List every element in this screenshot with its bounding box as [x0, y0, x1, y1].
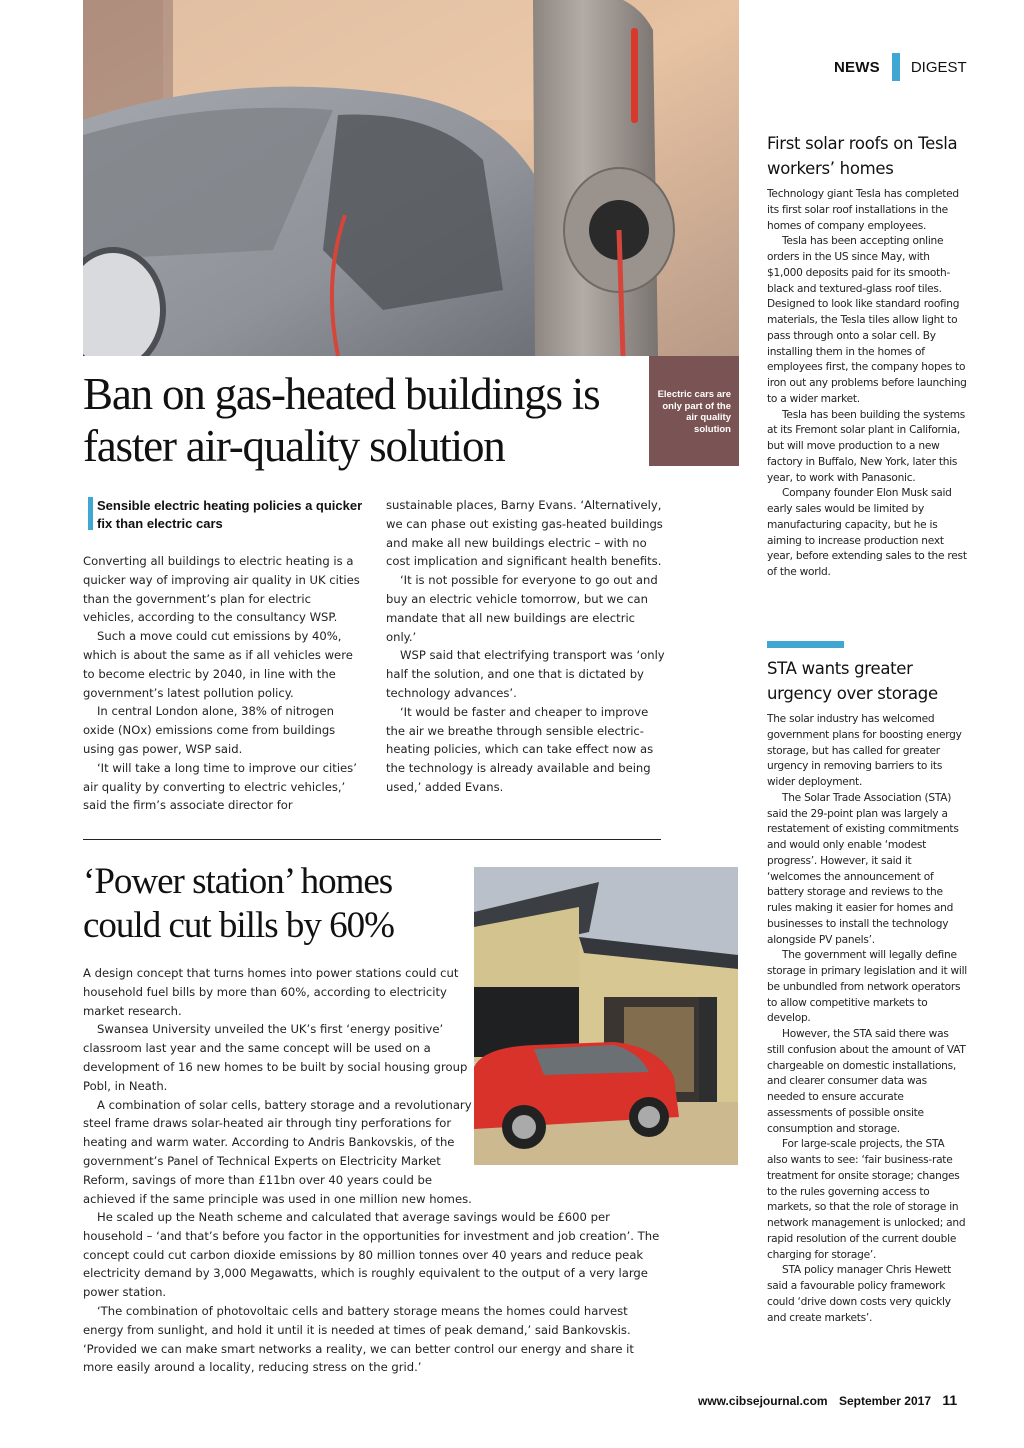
paragraph: Tesla has been accepting online orders in the US since May, with $1,000 deposits paid for its smooth-black and textured-glass roof tiles. Designed to look like standard roofing materials, the Tesla tiles allow light to pass through onto a solar cell. By installing them in the homes of employees first, the company hopes to iron out any problems before launching to a wider market.: [767, 235, 967, 405]
sidebar-body: [767, 187, 967, 581]
page-number: 11: [942, 1392, 958, 1408]
sidebar-headline: STA wants greater urgency over storage: [767, 659, 938, 703]
second-story-column-narrow: [83, 964, 473, 1208]
photo-caption-box: [649, 356, 739, 466]
paragraph: ‘It is not possible for everyone to go out and buy an electric vehicle tomorrow, but we can mandate that all new buildings are electric only.’: [386, 573, 658, 644]
subsection-label: DIGEST: [910, 58, 967, 76]
paragraph: ‘It will take a long time to improve our cities’ air quality by converting to electric vehicles,’ said the firm’s associate director for: [83, 760, 357, 813]
page-footer: [698, 1392, 965, 1408]
paragraph: A design concept that turns homes into power stations could cut household fuel bills by more than 60%, according to electricity market research.: [83, 966, 459, 1018]
sidebar-body: [767, 712, 967, 1326]
standfirst-accent-bar: [88, 497, 93, 530]
second-story-column-wide: [83, 1208, 663, 1377]
paragraph: In central London alone, 38% of nitrogen oxide (NOx) emissions come from buildings using gas power, WSP said.: [83, 704, 336, 756]
ev-charging-photo-icon: [83, 0, 739, 356]
paragraph: ‘The combination of photovoltaic cells and battery storage means the homes could harvest energy from sunlight, and hold it until it is needed at times of peak demand,’ said Bankovskis. ‘Provided we can make smart networks a reality, we can better control our energy and share it more easily around a locality, reducing stress on the grid.’: [83, 1303, 634, 1375]
paragraph: For large-scale projects, the STA also wants to see: ‘fair business-rate treatment for onsite storage; changes to the rules governing access to markets, so that the role of storage in network management is unlocked; and rapid resolution of the current double charging for storage’.: [767, 1138, 966, 1261]
paragraph: STA policy manager Chris Hewett said a favourable policy framework could ‘drive down costs very quickly and create markets’.: [767, 1264, 952, 1324]
sidebar-story-tesla: [767, 131, 967, 581]
paragraph: The government will legally define storage in primary legislation and it will be unbundled from network operators to allow competitive markets to develop.: [767, 949, 967, 1025]
paragraph: ‘It would be faster and cheaper to improve the air we breathe through sensible electric-heating policies, which can take effect now as the technology is already available and being used,’ added Evans.: [386, 704, 654, 794]
sidebar-headline: First solar roofs on Tesla workers’ homes: [767, 134, 958, 178]
footer-issue: September 2017: [838, 1394, 931, 1408]
story-divider: [83, 839, 661, 840]
paragraph: However, the STA said there was still confusion about the amount of VAT chargeable on domestic installations, and clearer consumer data was needed to ensure accurate assessments of possible onsite consumption and storage.: [767, 1028, 966, 1135]
section-divider-bar: [892, 53, 900, 81]
main-story-column-2: [386, 496, 666, 797]
main-story-column-1: [83, 552, 365, 815]
second-headline: ‘Power station’ homes could cut bills by 60%: [83, 861, 394, 946]
standfirst-text: Sensible electric heating policies a quicker fix than electric cars: [97, 498, 363, 531]
paragraph: sustainable places, Barny Evans. ‘Alternatively, we can phase out existing gas-heated buildings and make all new buildings electric – with no cost implication and significant health benefits.: [386, 498, 663, 569]
paragraph: Technology giant Tesla has completed its first solar roof installations in the homes of company employees.: [767, 188, 959, 232]
sidebar-story-sta: [767, 656, 967, 1326]
photo-caption: Electric cars are only part of the air quality solution: [657, 389, 731, 435]
paragraph: Company founder Elon Musk said early sales would be limited by manufacturing capacity, but he is aiming to increase production next year, before extending sales to the rest of the world.: [767, 487, 967, 578]
paragraph: Swansea University unveiled the UK’s first ‘energy positive’ classroom last year and the same concept will be used on a development of 16 new homes to be built by social housing group Pobl, in Neath.: [83, 1022, 468, 1093]
paragraph: WSP said that electrifying transport was ‘only half the solution, and one that is dictated by technology advances’.: [386, 648, 665, 700]
paragraph: Such a move could cut emissions by 40%, which is about the same as if all vehicles were to become electric by 2040, in line with the government’s latest pollution policy.: [83, 629, 353, 700]
sidebar-accent-rule: [767, 641, 844, 648]
paragraph: The solar industry has welcomed government plans for boosting energy storage, but has called for greater urgency in removing barriers to its wider deployment.: [767, 713, 962, 788]
paragraph: The Solar Trade Association (STA) said the 29-point plan was largely a restatement of existing commitments and would only enable ‘modest progress’. However, it said it ‘welcomes the announcement of battery storage and reviews to the rules making it easier for homes and businesses to install the technology alongside PV panels’.: [767, 791, 959, 946]
standfirst: [88, 497, 368, 533]
house-photo-icon: [474, 867, 738, 1165]
paragraph: Converting all buildings to electric heating is a quicker way of improving air quality in UK cities than the government’s plan for electric vehicles, according to the consultancy WSP.: [83, 554, 360, 625]
section-label: NEWS: [834, 58, 880, 76]
paragraph: Tesla has been building the systems at its Fremont solar plant in California, but will move production to a new factory in Buffalo, New York, later this year, to work with Panasonic.: [767, 408, 966, 484]
main-headline: Ban on gas-heated buildings is faster air-quality solution: [83, 369, 600, 471]
paragraph: He scaled up the Neath scheme and calculated that average savings would be £600 per household – ‘and that’s before you factor in the opportunities for investment and job creation’. The concept could cut carbon dioxide emissions by 80 million tonnes over 40 years and reduce peak electricity demand by 3,000 Megawatts, which is roughly equivalent to the output of a very large power station.: [83, 1210, 660, 1300]
section-header: [834, 54, 967, 80]
footer-url[interactable]: www.cibsejournal.com: [698, 1394, 828, 1408]
paragraph: A combination of solar cells, battery storage and a revolutionary steel frame draws solar-heated air through tiny perforations for heating and warm water. According to Andris Bankovskis, of the government’s Panel of Technical Experts on Electricity Market Reform, savings of more than £11bn over 40 years could be achieved if the same principle was used in one million new homes.: [83, 1097, 472, 1206]
